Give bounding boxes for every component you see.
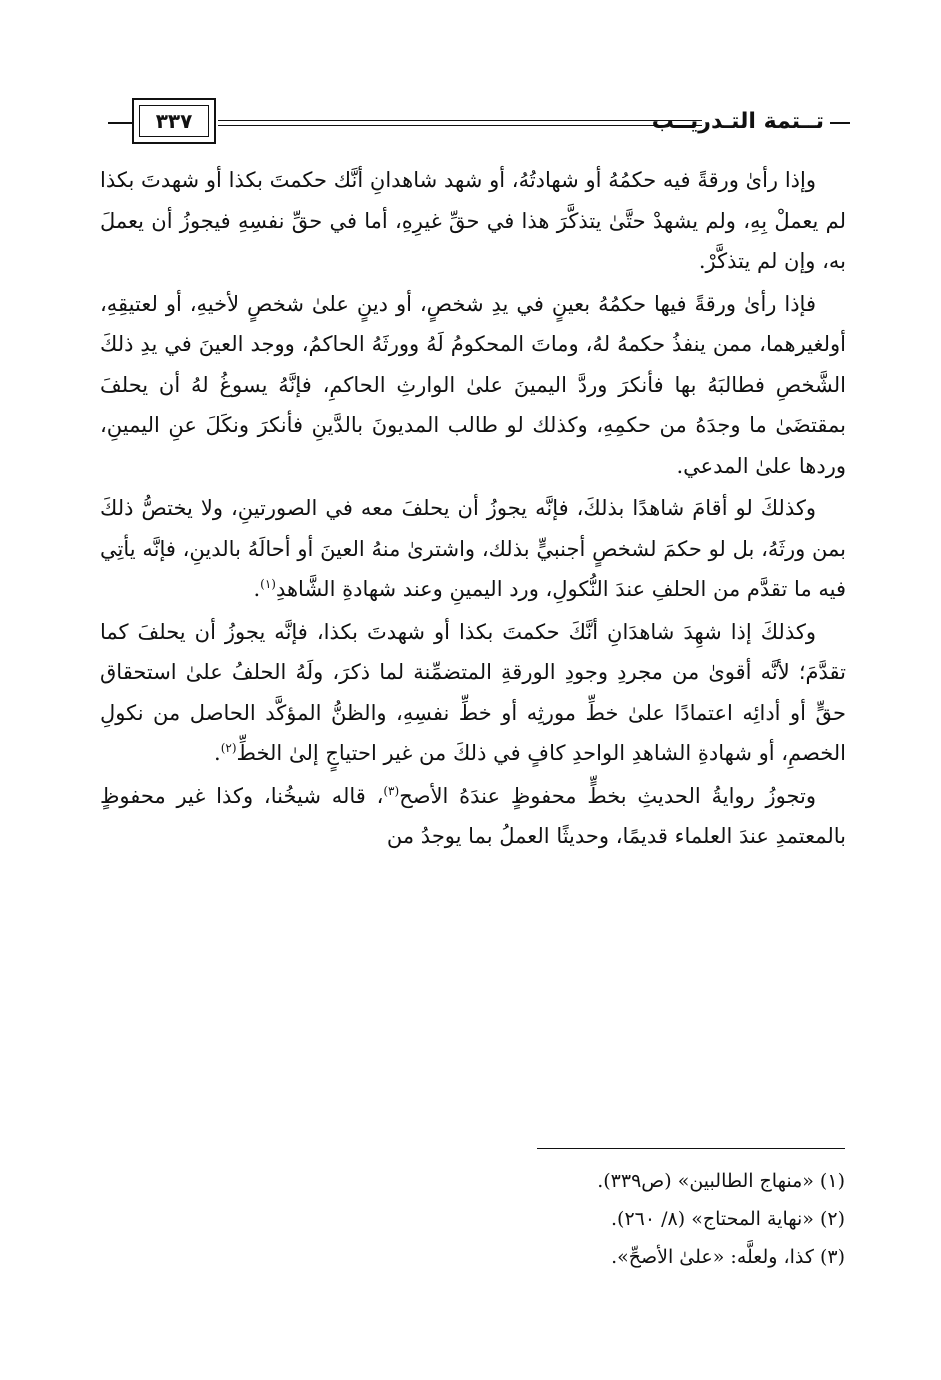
- footnote-3: (٣) كذا، ولعلَّه: «علىٰ الأصحِّ».: [611, 1246, 845, 1268]
- paragraph-3: وكذلكَ لو أقامَ شاهدًا بذلكَ، فإنَّه يجوزُ أن يحلفَ معه في الصورتينِ، ولا يختصُّ ذلكَ بمن ورثَهُ، بل لو حكمَ لشخصٍ أجنبيٍّ بذلك، واشترىٰ منهُ العينَ أو أحالَهُ بالدينِ، فإنَّه يأتِي فيه ما تقدَّم من الحلفِ عندَ النُّكولِ، ورد اليمينِ وعند شهادةِ الشَّاهدِ$^{(١)}$.: [100, 496, 846, 601]
- footnote-ref-3[interactable]: (٣): [383, 783, 400, 798]
- footnotes: [425, 1162, 845, 1276]
- paragraph-1: وإذا رأىٰ ورقةً فيه حكمُهُ أو شهادتُهُ، أو شهد شاهدانِ أنَّك حكمتَ بكذا أو شهدتَ بكذا لم يعملْ بِهِ، ولم يشهدْ حتَّىٰ يتذكَّرَ هذا في حقِّ غيرِهِ، أما في حقِّ نفسِهِ فيجوزُ أن يعملَ به، وإن لم يتذكَّرْ.: [100, 168, 846, 273]
- footnote-ref-2[interactable]: (٢): [220, 741, 237, 755]
- header-double-rule: [218, 120, 702, 126]
- page-number-frame: [132, 98, 216, 144]
- paragraph-2: فإذا رأىٰ ورقةً فيها حكمُهُ بعينٍ في يدِ شخصٍ، أو دينٍ علىٰ شخصٍ لأخيهِ، أو لعتيقِهِ، أولغيرهما، ممن ينفذُ حكمهُ لهُ، وماتَ المحكومُ لَهُ وورثَهُ الحاكمُ، ووجد العينَ في يدِ ذلكَ الشَّخصِ فطالبَهُ بها فأنكرَ وردَّ اليمينَ علىٰ الوارثِ الحاكمِ، فإنَّهُ يسوغُ لهُ أن يحلفَ بمقتضَىٰ ما وجدَهُ من حكمِهِ، وكذلك لو طالب المديونَ بالدَّينِ فأنكرَ ونكَلَ عنِ اليمينِ، وردها علىٰ المدعي.: [100, 291, 846, 478]
- footnote-1: (١) «منهاج الطالبين» (ص٣٣٩).: [597, 1170, 845, 1192]
- header-dash-right: [830, 122, 850, 124]
- main-text: [100, 160, 846, 857]
- paragraph-5: وتجوزُ روايةُ الحديثِ بخطٍّ محفوظٍ عندَهُ الأصح$^{(٣)}$، قاله شيخُنا، وكذا غير محفوظٍ بالمعتمدِ عندَ العلماء قديمًا، وحديثًا العملُ بما يوجدُ من: [100, 783, 846, 848]
- header-dash-left: [108, 122, 132, 124]
- chapter-title: تــتمة التـدريــب: [651, 109, 824, 134]
- page-number: ٣٣٧: [139, 105, 209, 137]
- footnote-2: (٢) «نهاية المحتاج» (٨/ ٢٦٠).: [611, 1208, 845, 1230]
- running-header: [108, 92, 850, 144]
- paragraph-4: وكذلكَ إذا شهِدَ شاهدَانِ أنَّكَ حكمتَ بكذا أو شهدتَ بكذا، فإنَّه يجوزُ أن يحلفَ كما تقدَّمَ؛ لأنَّه أقوىٰ من مجردِ وجودِ الورقةِ المتضمِّنة لما ذكرَ، ولَهُ الحلفُ علىٰ استحقاق حقٍّ أو أدائِه اعتمادًا علىٰ خطِّ مورثِه أو خطِّ نفسِهِ، والظنُّ المؤكَّد الحاصل من نكولِ الخصمِ، أو شهادةِ الشاهدِ الواحدِ كافٍ في ذلكَ من غير احتياجٍ إلىٰ الخطِّ$^{(٢)}$.: [100, 619, 846, 765]
- footnote-separator: [537, 1148, 845, 1149]
- footnote-ref-1[interactable]: (١): [260, 577, 276, 591]
